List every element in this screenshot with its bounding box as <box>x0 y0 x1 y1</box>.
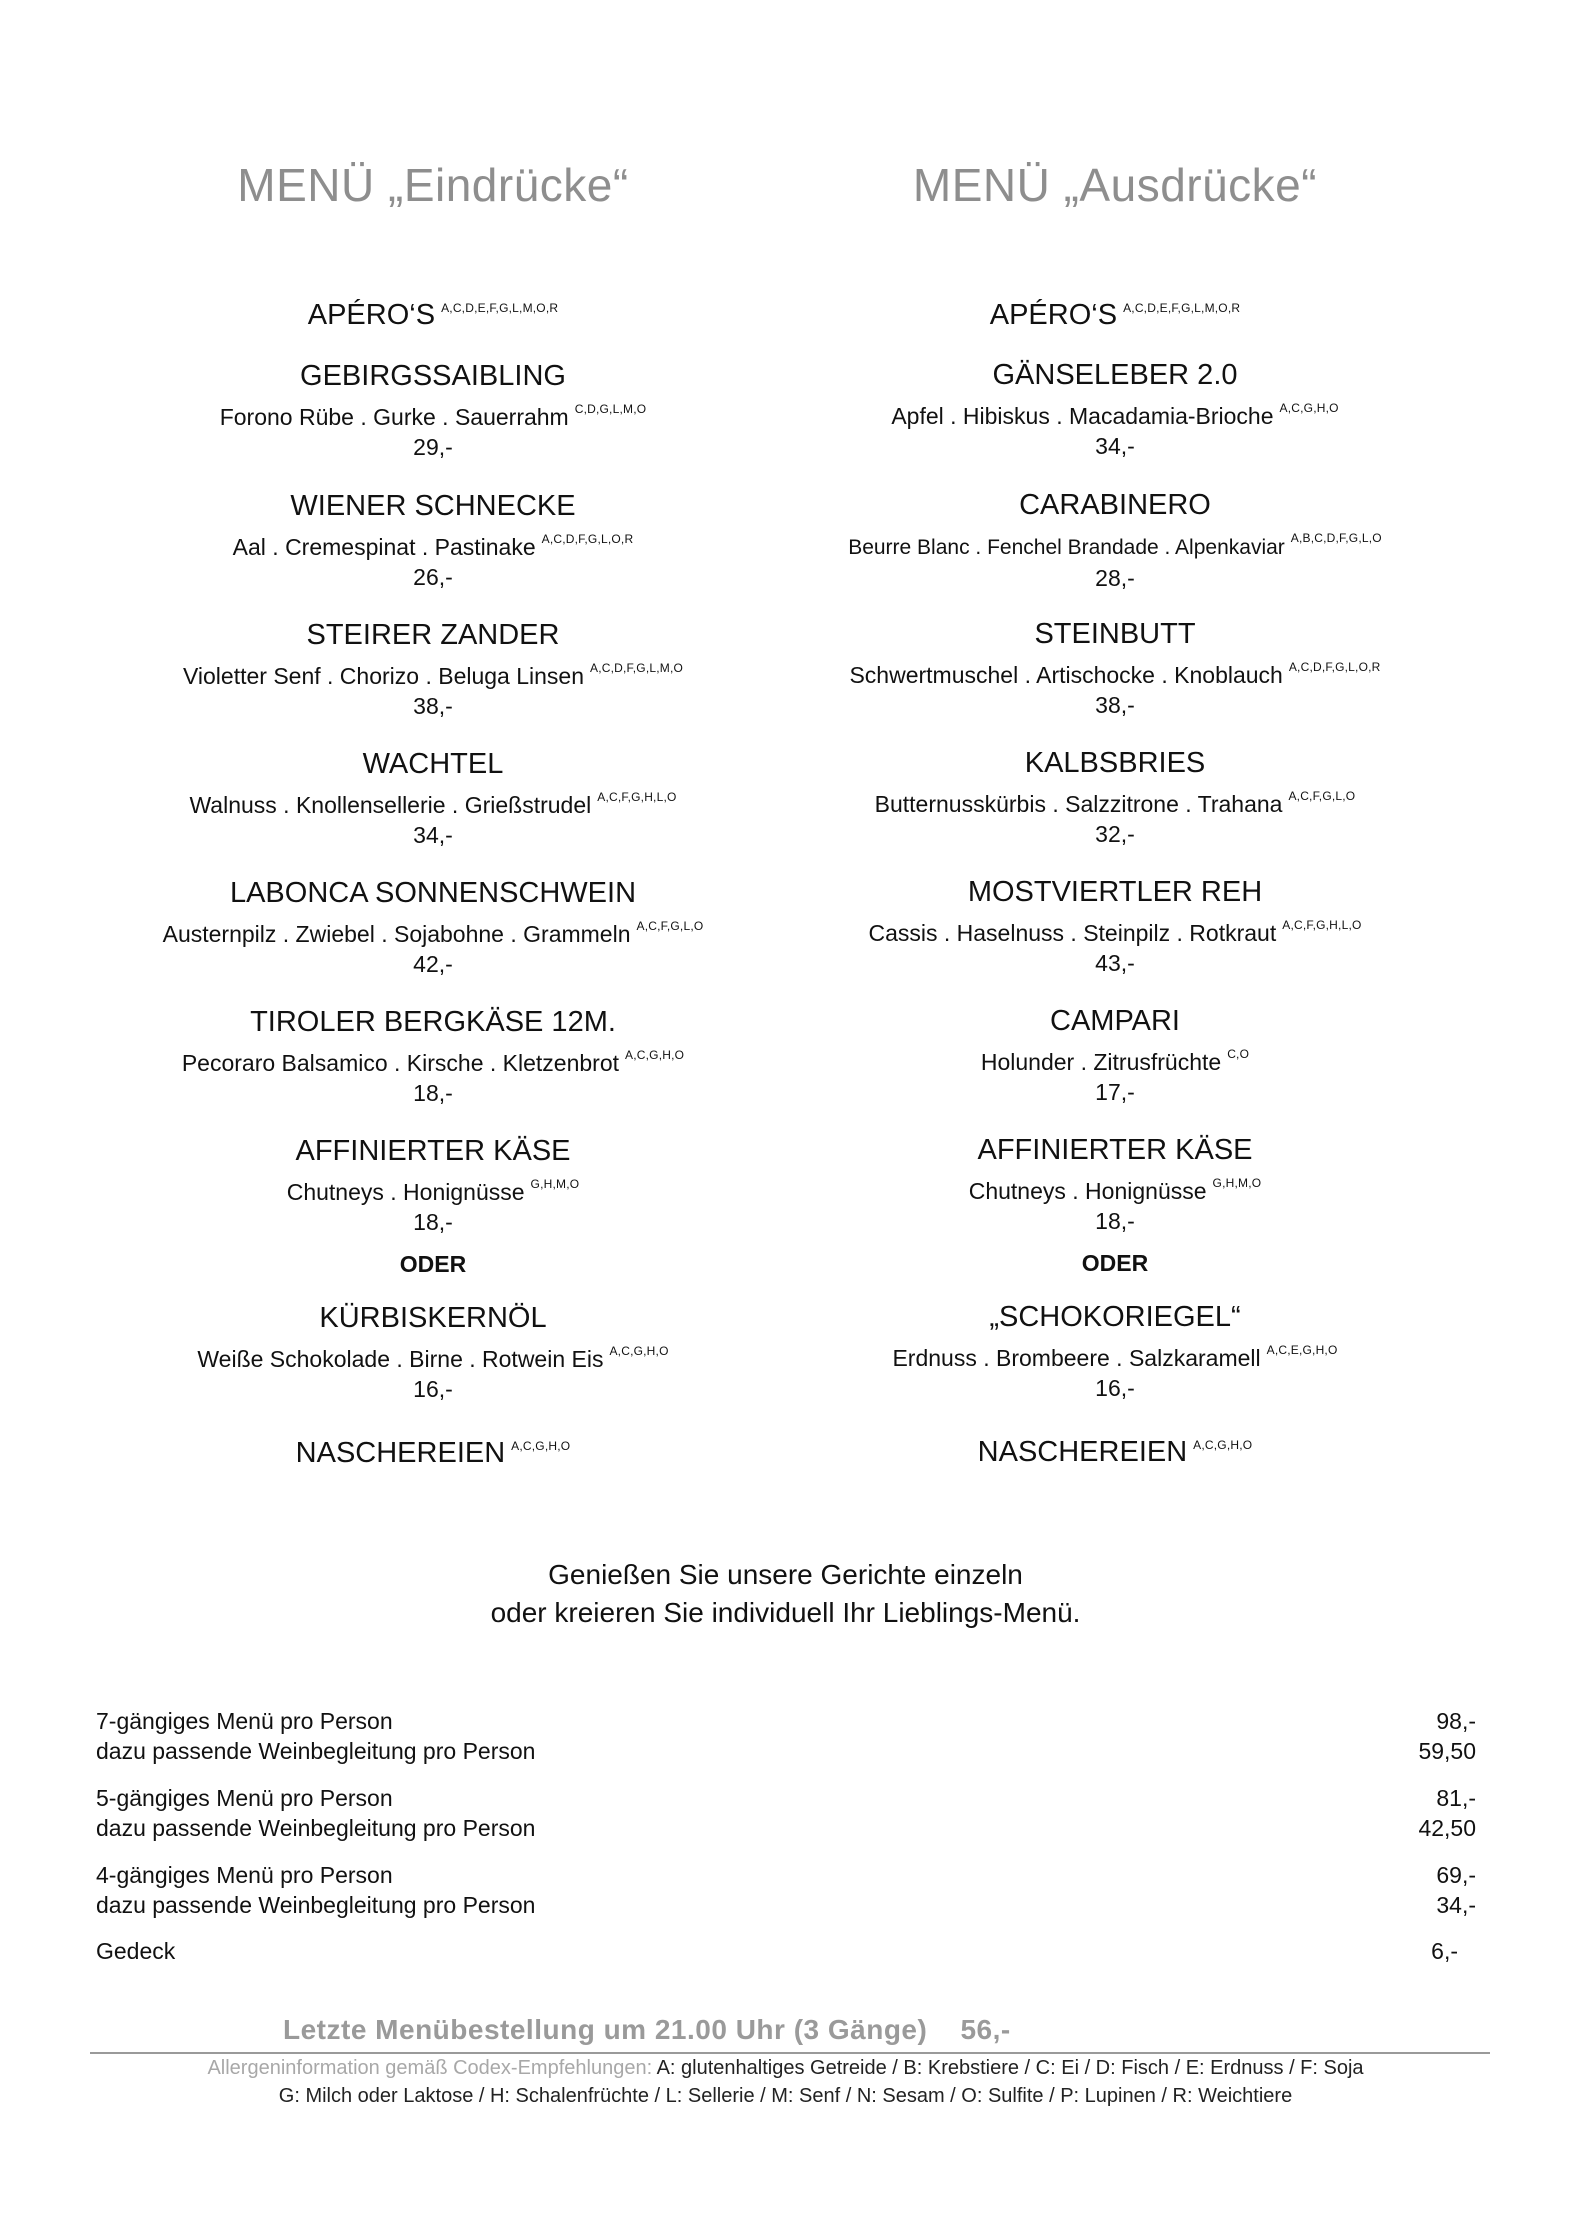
course-item <box>83 488 783 592</box>
allergen-codes: G,H,M,O <box>530 1177 580 1191</box>
allergen-intro: Allergeninformation gemäß Codex-Empfehlungen: <box>207 2057 653 2079</box>
course-item <box>765 1003 1465 1107</box>
course-price: 16,- <box>413 1376 453 1402</box>
course-item <box>83 358 783 462</box>
course-name: „SCHOKORIEGEL“ <box>989 1301 1241 1333</box>
course-name: GEBIRGSSAIBLING <box>300 360 566 392</box>
course-price: 34,- <box>1095 433 1135 459</box>
course-description: Aal . Cremespinat . Pastinake <box>232 534 536 560</box>
course-item <box>765 616 1465 720</box>
course-price: 29,- <box>413 434 453 460</box>
course-description: Forono Rübe . Gurke . Sauerrahm <box>219 404 569 430</box>
course-price: 18,- <box>1095 1208 1135 1234</box>
menu-title: MENÜ „Ausdrücke“ <box>912 159 1318 211</box>
course-item <box>83 746 783 850</box>
course-price: 18,- <box>413 1080 453 1106</box>
allergen-codes: A,C,D,E,F,G,L,M,O,R <box>441 301 559 315</box>
price-row <box>96 1706 1476 1736</box>
price-value: 42,50 <box>1418 1815 1476 1841</box>
course-price: 42,- <box>413 951 453 977</box>
allergen-codes: G,H,M,O <box>1212 1176 1262 1190</box>
course-price: 18,- <box>413 1209 453 1235</box>
price-row <box>96 1736 1476 1766</box>
naschereien-item <box>765 1427 1465 1470</box>
course-price: 43,- <box>1095 950 1135 976</box>
price-row <box>96 1783 1476 1813</box>
oder-separator: ODER <box>399 1251 467 1277</box>
course-description: Austernpilz . Zwiebel . Sojabohne . Grammeln <box>162 921 631 947</box>
course-name: AFFINIERTER KÄSE <box>977 1134 1253 1166</box>
course-description: Holunder . Zitrusfrüchte <box>980 1049 1222 1075</box>
allergen-codes: A,C,D,F,G,L,M,O <box>590 661 684 675</box>
allergen-codes: A,C,D,E,F,G,L,M,O,R <box>1123 301 1241 315</box>
course-name: APÉRO‘S <box>307 299 436 331</box>
price-group <box>96 1706 1476 1766</box>
course-name: NASCHEREIEN <box>977 1436 1188 1468</box>
course-price: 16,- <box>1095 1375 1135 1401</box>
price-row <box>96 1860 1476 1890</box>
course-description: Pecoraro Balsamico . Kirsche . Kletzenbrot <box>181 1050 620 1076</box>
course-price: 38,- <box>413 693 453 719</box>
price-value: 81,- <box>1436 1785 1476 1811</box>
course-item <box>83 1004 783 1108</box>
price-row <box>96 1936 1458 1966</box>
price-label: Gedeck <box>96 1938 176 1964</box>
last-order-notice: Letzte Menübestellung um 21.00 Uhr (3 Gänge) 56,- <box>283 2014 1011 2045</box>
course-name: AFFINIERTER KÄSE <box>295 1135 571 1167</box>
course-description: Erdnuss . Brombeere . Salzkaramell <box>892 1345 1261 1371</box>
allergen-legend: G: Milch oder Laktose / H: Schalenfrüchte / L: Sellerie / M: Senf / N: Sesam / O: Sulfite / P: Lupinen / R: Weichtiere <box>278 2085 1293 2107</box>
course-name: CARABINERO <box>1019 489 1211 521</box>
note-line: oder kreieren Sie individuell Ihr Lieblings-Menü. <box>490 1597 1081 1628</box>
price-label: 4-gängiges Menü pro Person <box>96 1862 393 1888</box>
price-row <box>96 1813 1476 1843</box>
course-item <box>765 874 1465 978</box>
apero-item <box>765 290 1465 333</box>
allergen-codes: A,C,G,H,O <box>609 1344 669 1358</box>
course-item <box>83 1133 783 1237</box>
course-price: 28,- <box>1095 565 1135 591</box>
course-name: KALBSBRIES <box>1024 747 1206 779</box>
course-name: MOSTVIERTLER REH <box>967 876 1263 908</box>
allergen-info-line <box>0 2082 1571 2110</box>
course-description: Walnuss . Knollensellerie . Grießstrudel <box>189 792 592 818</box>
course-name: APÉRO‘S <box>989 299 1118 331</box>
course-description: Butternusskürbis . Salzzitrone . Trahana <box>874 791 1283 817</box>
course-price: 38,- <box>1095 692 1135 718</box>
menu-title: MENÜ „Eindrücke“ <box>237 159 629 211</box>
price-value: 59,50 <box>1418 1738 1476 1764</box>
allergen-codes: A,C,F,G,H,L,O <box>1282 918 1362 932</box>
allergen-codes: A,C,G,H,O <box>1279 401 1339 415</box>
allergen-legend: A: glutenhaltiges Getreide / B: Krebstiere / C: Ei / D: Fisch / E: Erdnuss / F: Soja <box>656 2057 1364 2079</box>
price-label: dazu passende Weinbegleitung pro Person <box>96 1815 536 1841</box>
allergen-codes: A,C,F,G,H,L,O <box>597 790 677 804</box>
dessert-item <box>765 1299 1465 1403</box>
price-value: 69,- <box>1436 1862 1476 1888</box>
allergen-codes: A,C,G,H,O <box>511 1439 571 1453</box>
course-name: NASCHEREIEN <box>295 1437 506 1469</box>
course-description: Beurre Blanc . Fenchel Brandade . Alpenkaviar <box>848 536 1285 559</box>
price-value: 34,- <box>1436 1892 1476 1918</box>
course-name: TIROLER BERGKÄSE 12M. <box>250 1006 616 1038</box>
course-description: Violetter Senf . Chorizo . Beluga Linsen <box>182 663 585 689</box>
price-value: 6,- <box>1431 1938 1458 1964</box>
course-item <box>765 745 1465 849</box>
course-price: 17,- <box>1095 1079 1135 1105</box>
dessert-item <box>83 1300 783 1404</box>
allergen-info-line <box>0 2054 1571 2082</box>
course-description: Chutneys . Honignüsse <box>286 1179 525 1205</box>
course-name: KÜRBISKERNÖL <box>319 1302 547 1334</box>
price-group <box>96 1860 1476 1920</box>
allergen-codes: A,C,E,G,H,O <box>1266 1343 1338 1357</box>
allergen-codes: A,C,D,F,G,L,O,R <box>541 532 634 546</box>
price-label: dazu passende Weinbegleitung pro Person <box>96 1892 536 1918</box>
oder-separator: ODER <box>1081 1250 1149 1276</box>
course-description: Cassis . Haselnuss . Steinpilz . Rotkraut <box>868 920 1277 946</box>
price-label: 7-gängiges Menü pro Person <box>96 1708 393 1734</box>
course-description: Apfel . Hibiskus . Macadamia-Brioche <box>891 403 1274 429</box>
allergen-codes: A,C,G,H,O <box>1193 1438 1253 1452</box>
course-name: STEIRER ZANDER <box>306 619 560 651</box>
naschereien-item <box>83 1428 783 1471</box>
course-name: LABONCA SONNENSCHWEIN <box>229 877 637 909</box>
apero-item <box>83 290 783 333</box>
course-name: STEINBUTT <box>1034 618 1196 650</box>
price-row <box>96 1890 1476 1920</box>
allergen-codes: A,C,D,F,G,L,O,R <box>1288 660 1381 674</box>
course-item <box>765 357 1465 461</box>
course-name: WIENER SCHNECKE <box>290 490 576 522</box>
course-item <box>765 1132 1465 1236</box>
allergen-codes: A,C,F,G,L,O <box>1288 789 1356 803</box>
allergen-codes: A,C,G,H,O <box>625 1048 685 1062</box>
course-name: WACHTEL <box>362 748 504 780</box>
allergen-codes: A,C,F,G,L,O <box>636 919 704 933</box>
course-item <box>83 875 783 979</box>
price-group <box>96 1936 1458 1966</box>
allergen-codes: C,D,G,L,M,O <box>574 402 647 416</box>
price-label: 5-gängiges Menü pro Person <box>96 1785 393 1811</box>
course-price: 26,- <box>413 564 453 590</box>
menu-note <box>0 1556 1571 1632</box>
course-price: 32,- <box>1095 821 1135 847</box>
course-description: Schwertmuschel . Artischocke . Knoblauch <box>849 662 1283 688</box>
allergen-codes: C,O <box>1227 1047 1250 1061</box>
course-description: Chutneys . Honignüsse <box>968 1178 1207 1204</box>
course-price: 34,- <box>413 822 453 848</box>
course-name: GÄNSELEBER 2.0 <box>992 359 1238 391</box>
course-name: CAMPARI <box>1050 1005 1180 1037</box>
price-label: dazu passende Weinbegleitung pro Person <box>96 1738 536 1764</box>
course-item <box>765 487 1465 593</box>
course-item <box>83 617 783 721</box>
allergen-codes: A,B,C,D,F,G,L,O <box>1290 531 1382 545</box>
price-value: 98,- <box>1436 1708 1476 1734</box>
price-group <box>96 1783 1476 1843</box>
course-description: Weiße Schokolade . Birne . Rotwein Eis <box>197 1346 604 1372</box>
note-line: Genießen Sie unsere Gerichte einzeln <box>548 1559 1023 1590</box>
